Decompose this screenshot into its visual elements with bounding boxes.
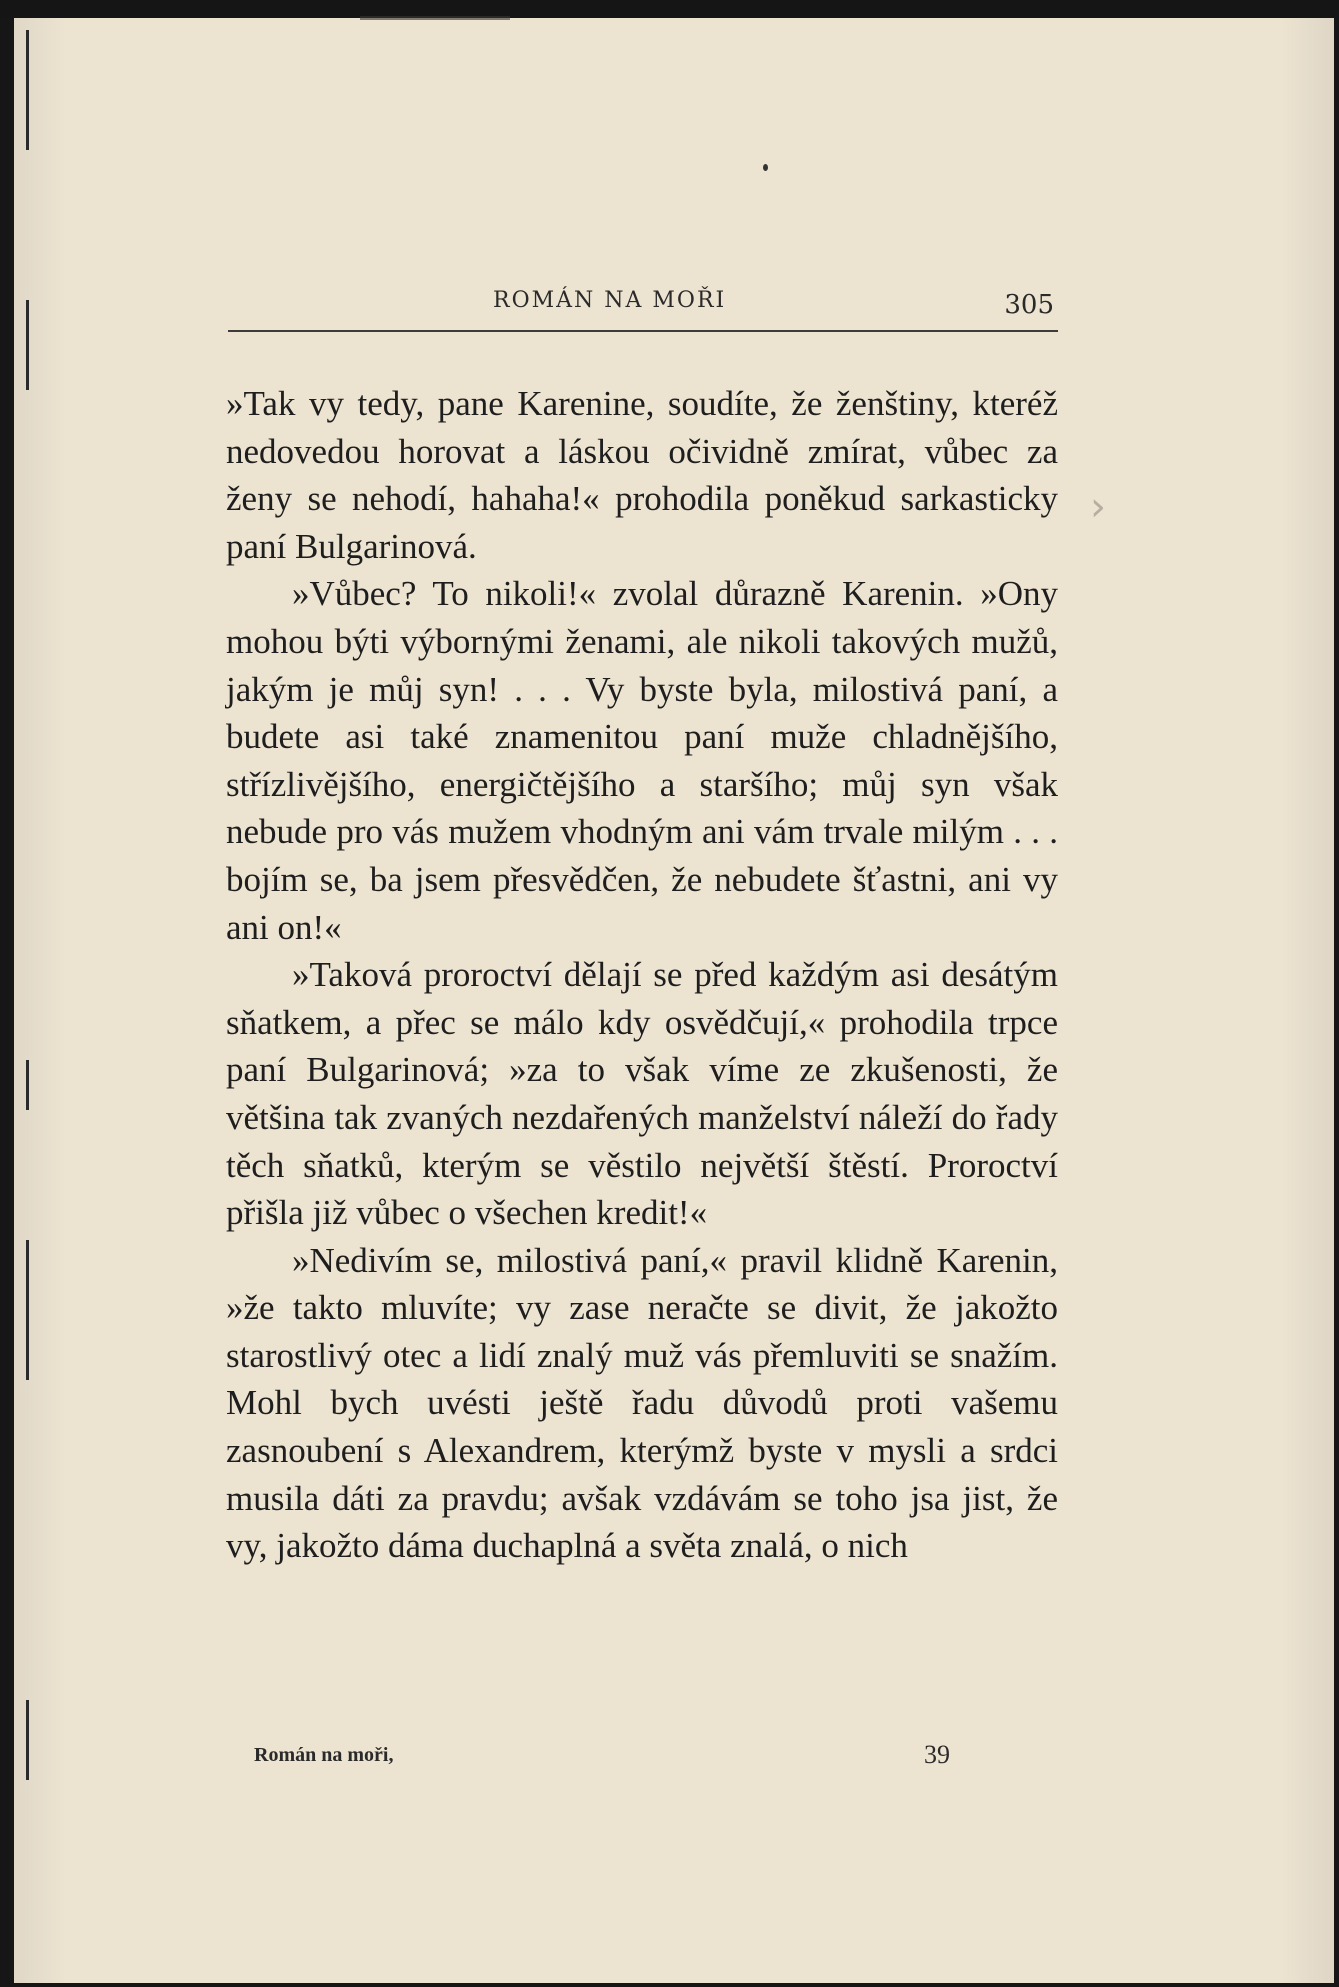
paragraph: »Vůbec? To nikoli!« zvolal důrazně Karenin. »Ony mohou býti výbornými ženami, ale nikoli takových mužů, jakým je můj syn! . . . Vy byste byla, milostivá paní, a budete asi také znamenitou paní muže chladnějšího, střízlivějšího, energičtějšího a staršího; můj syn však nebude pro vás mužem vhodným ani vám trvale milým . . . bojím se, ba jsem přesvědčen, že nebudete šťastni, ani vy ani on!« <box>226 574 1058 947</box>
gutter-line <box>26 30 29 150</box>
gutter-line <box>26 1240 29 1380</box>
paragraph: »Tak vy tedy, pane Karenine, soudíte, že ženštiny, kteréž nedovedou horovat a láskou očividně zmírat, vůbec za ženy se nehodí, hahaha!« prohodila poněkud sarkasticky paní Bulgarinová. <box>226 384 1058 566</box>
signature-mark: 39 <box>924 1740 950 1769</box>
page-number: 305 <box>1004 290 1054 320</box>
top-smudge <box>360 16 510 20</box>
top-dark-edge <box>0 0 1339 18</box>
footer-title: Román na moři, <box>254 1744 394 1766</box>
gutter-line <box>26 1060 29 1110</box>
ink-speck <box>763 164 768 171</box>
gutter-line <box>26 300 29 390</box>
margin-mark: › <box>1090 484 1106 530</box>
gutter-line <box>26 1700 29 1780</box>
page-header <box>228 280 1058 332</box>
running-title: ROMÁN NA MOŘI <box>493 288 727 313</box>
body-text <box>226 380 1058 1570</box>
paragraph: »Taková proroctví dělají se před každým asi desátým sňatkem, a přec se málo kdy osvědčují,« prohodila trpce paní Bulgarinová; »za to však víme ze zkušenosti, že většina tak zvaných nezdařených manželství náleží do řady těch sňatků, kterým se věstilo největší štěstí. Proroctví přišla již vůbec o všechen kredit!« <box>226 955 1058 1233</box>
paragraph: »Nedivím se, milostivá paní,« pravil klidně Karenin, »že takto mluvíte; vy zase neračte se divit, že jakožto starostlivý otec a lidí znalý muž vás přemluviti se snažím. Mohl bych uvésti ještě řadu důvodů proti vašemu zasnoubení s Alexandrem, kterýmž byste v mysli a srdci musila dáti za pravdu; avšak vzdávám se toho jsa jist, že vy, jakožto dáma duchaplná a světa znalá, o nich <box>226 1240 1058 1566</box>
